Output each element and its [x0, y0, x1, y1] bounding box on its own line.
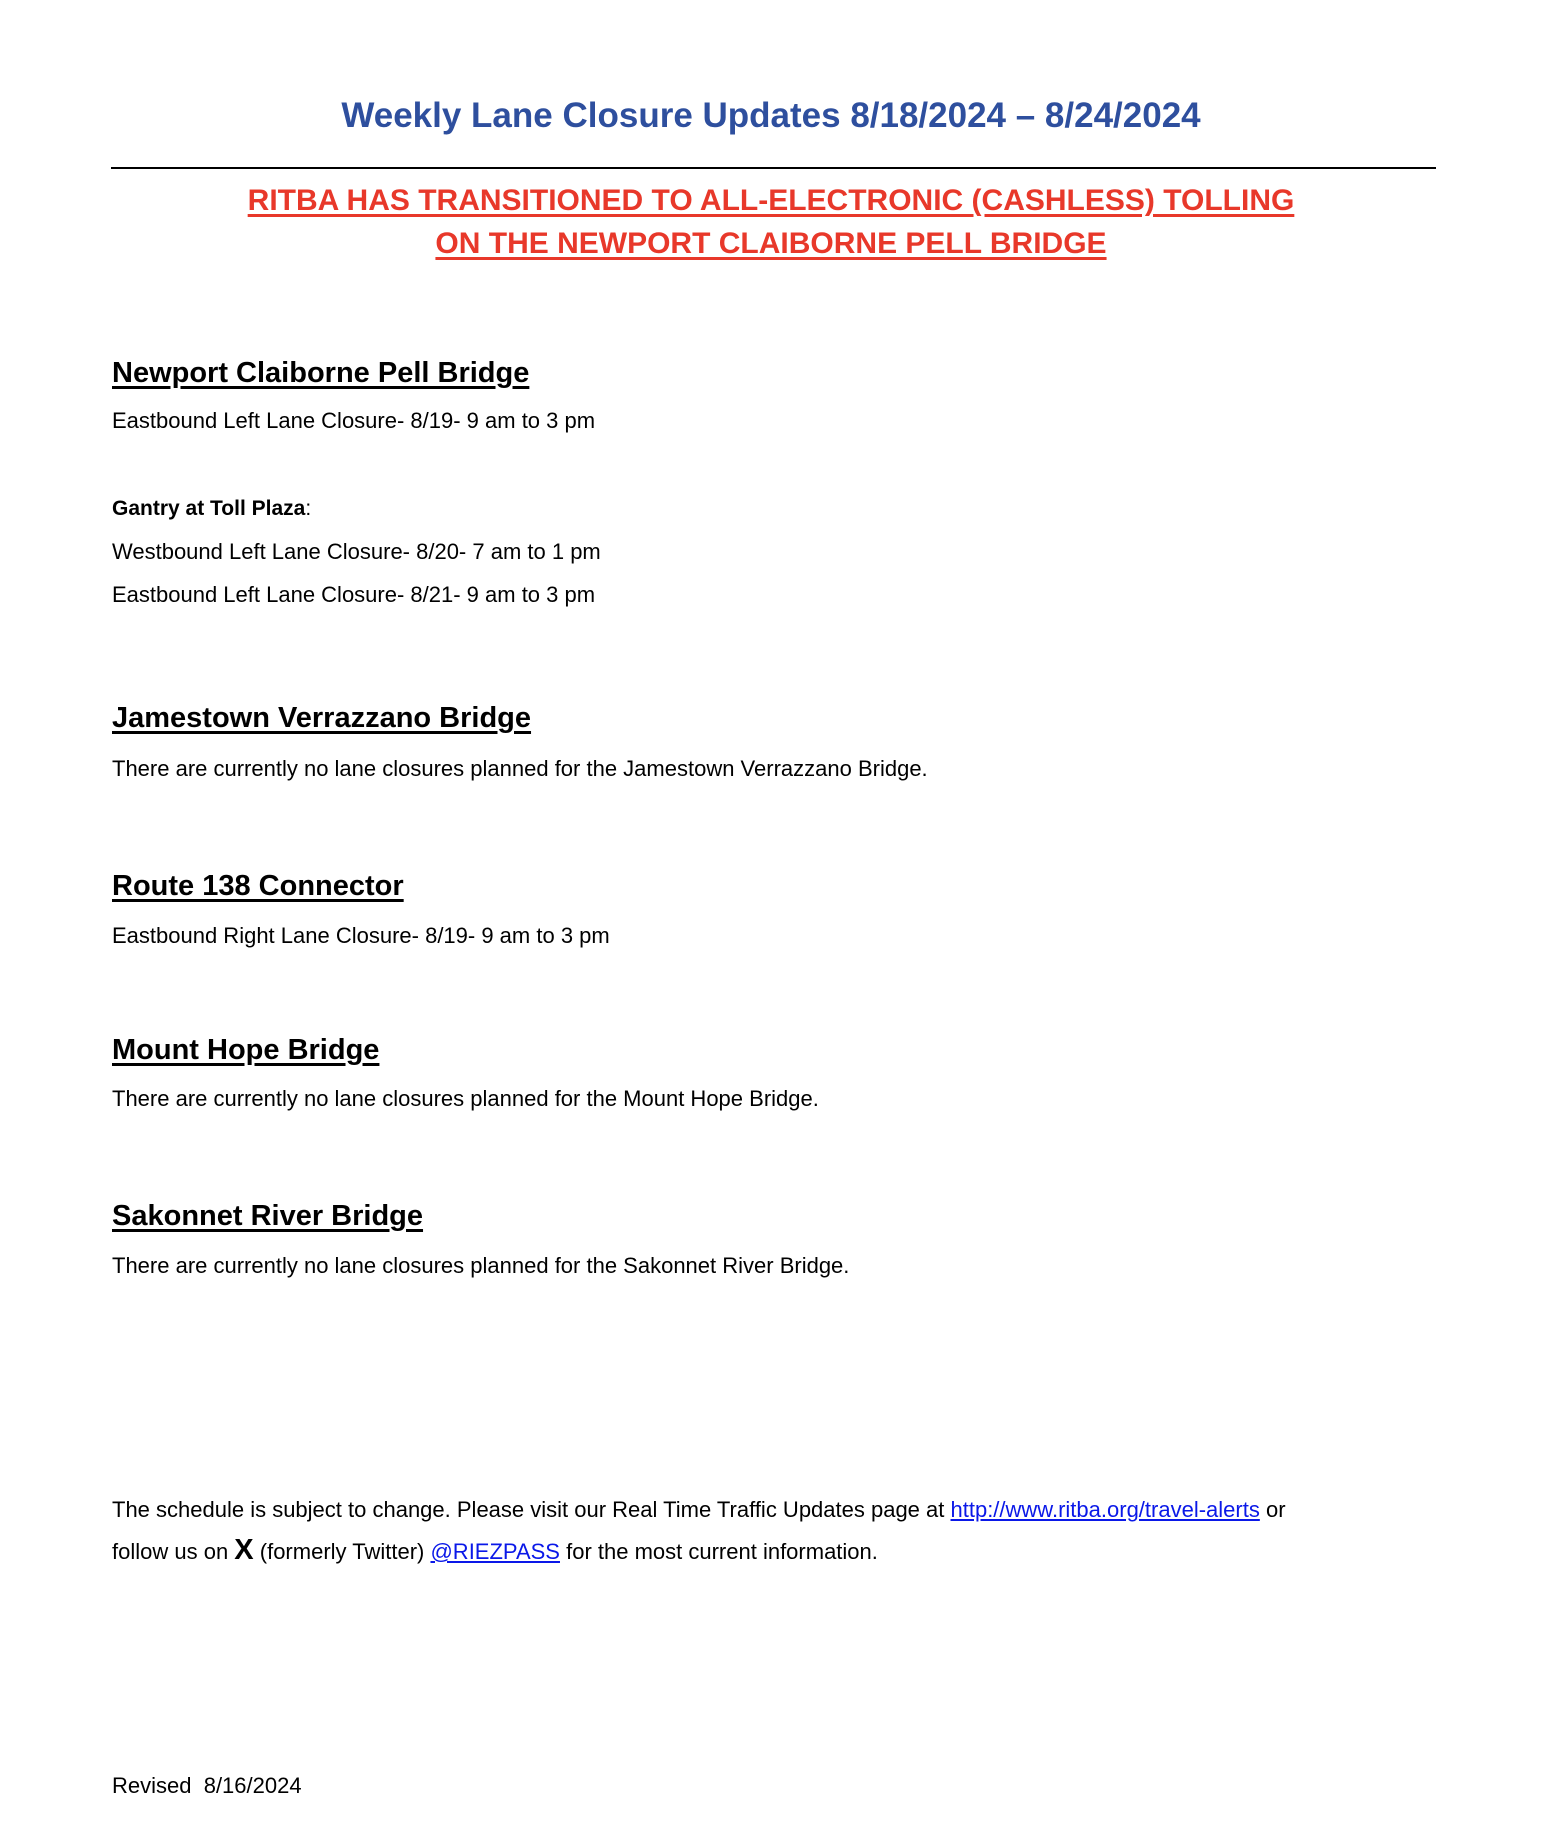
horizontal-divider	[111, 167, 1436, 169]
closure-item: Eastbound Left Lane Closure- 8/19- 9 am to 3 pm	[112, 408, 596, 433]
closure-item: There are currently no lane closures planned for the Jamestown Verrazzano Bridge.	[112, 756, 928, 781]
cashless-notice-line-1: RITBA HAS TRANSITIONED TO ALL-ELECTRONIC (CASHLESS) TOLLING	[247, 184, 1295, 217]
section-heading-mount-hope-bridge: Mount Hope Bridge	[112, 1034, 380, 1066]
footer-line-2	[112, 1534, 878, 1567]
closure-item: Eastbound Right Lane Closure- 8/19- 9 am to 3 pm	[112, 923, 610, 948]
riezpass-link[interactable]: @RIEZPASS	[430, 1539, 560, 1564]
footer-text: for the most current information.	[559, 1539, 878, 1564]
footer-text: The schedule is subject to change. Please visit our Real Time Traffic Updates page at	[112, 1497, 951, 1522]
gantry-colon: :	[305, 497, 312, 520]
section-heading-route-138: Route 138 Connector	[112, 870, 404, 902]
x-logo-icon: X	[234, 1534, 254, 1566]
gantry-label: Gantry at Toll Plaza	[112, 497, 306, 520]
travel-alerts-link[interactable]: http://www.ritba.org/travel-alerts	[950, 1497, 1260, 1522]
cashless-notice-line-2: ON THE NEWPORT CLAIBORNE PELL BRIDGE	[435, 227, 1107, 260]
closure-item: Westbound Left Lane Closure- 8/20- 7 am to 1 pm	[112, 539, 601, 564]
subsection-label-gantry	[112, 497, 311, 521]
revised-date: Revised 8/16/2024	[112, 1773, 302, 1798]
footer-text: follow us on	[112, 1539, 235, 1564]
page-title: Weekly Lane Closure Updates 8/18/2024 – 8/24/2024	[341, 96, 1201, 135]
section-heading-jamestown-bridge: Jamestown Verrazzano Bridge	[112, 702, 532, 734]
footer-text: or	[1259, 1497, 1286, 1522]
footer-text: (formerly Twitter)	[253, 1539, 431, 1564]
closure-item: There are currently no lane closures planned for the Sakonnet River Bridge.	[112, 1253, 850, 1278]
section-heading-newport-bridge: Newport Claiborne Pell Bridge	[112, 357, 530, 389]
footer-line-1	[112, 1497, 1286, 1523]
closure-item: Eastbound Left Lane Closure- 8/21- 9 am to 3 pm	[112, 582, 596, 607]
section-heading-sakonnet-bridge: Sakonnet River Bridge	[112, 1200, 424, 1232]
closure-item: There are currently no lane closures planned for the Mount Hope Bridge.	[112, 1086, 819, 1111]
